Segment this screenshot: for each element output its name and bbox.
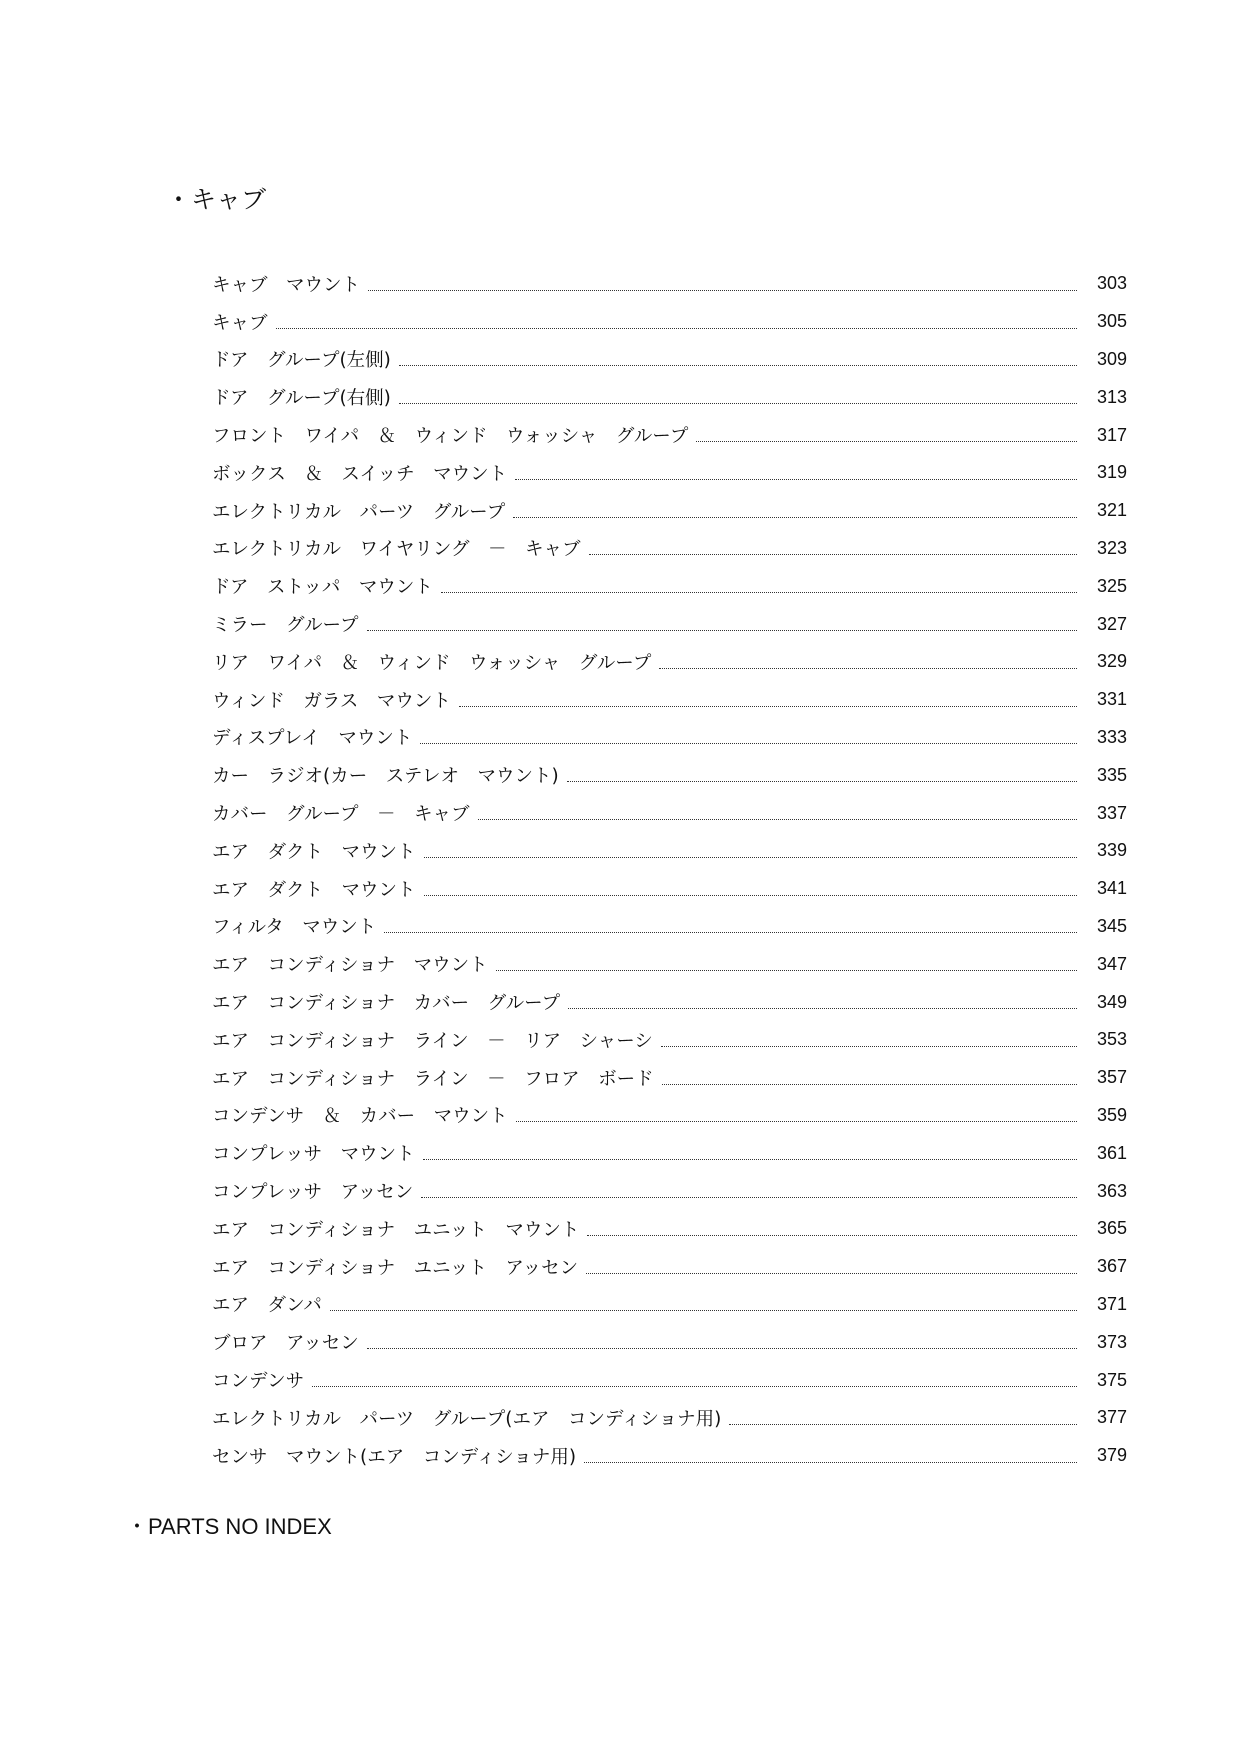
toc-entry-title: ドア グループ(左側) — [212, 350, 391, 372]
toc-entry-title: エア コンディショナ マウント — [212, 955, 488, 977]
toc-entry[interactable] — [212, 454, 1127, 492]
parts-no-index-heading[interactable]: ・PARTS NO INDEX — [126, 1514, 332, 1539]
toc-dot-leader — [729, 1423, 1077, 1425]
toc-entry-page: 339 — [1096, 840, 1127, 861]
toc-entry-title: エレクトリカル パーツ グループ(エア コンディショナ用) — [212, 1408, 722, 1430]
toc-entry-title: カバー グループ － キャブ — [212, 804, 470, 826]
toc-entry-title: ミラー グループ — [212, 615, 359, 637]
toc-entry-page: 327 — [1096, 613, 1127, 634]
toc-entry-title: エア コンディショナ ライン － リア シャーシ — [212, 1030, 653, 1052]
toc-dot-leader — [421, 1196, 1077, 1198]
toc-entry-page: 349 — [1096, 991, 1127, 1012]
toc-dot-leader — [696, 440, 1077, 442]
toc-entry-title: エア ダクト マウント — [212, 841, 416, 863]
toc-entry[interactable] — [212, 756, 1127, 794]
toc-entry-page: 363 — [1096, 1180, 1127, 1201]
toc-entry[interactable] — [212, 1134, 1127, 1172]
toc-dot-leader — [420, 742, 1077, 744]
toc-dot-leader — [330, 1309, 1077, 1311]
table-of-contents — [212, 265, 1127, 1475]
toc-dot-leader — [367, 1347, 1077, 1349]
toc-entry[interactable] — [212, 832, 1127, 870]
toc-dot-leader — [424, 856, 1077, 858]
toc-entry-title: コンデンサ — [212, 1371, 305, 1392]
toc-entry-page: 361 — [1096, 1142, 1127, 1163]
toc-entry-title: エレクトリカル パーツ グループ — [212, 501, 506, 523]
toc-entry-page: 377 — [1096, 1407, 1127, 1428]
toc-entry[interactable] — [212, 1248, 1127, 1286]
toc-dot-leader — [424, 894, 1077, 896]
toc-entry[interactable] — [212, 1286, 1127, 1324]
toc-entry[interactable] — [212, 1097, 1127, 1135]
toc-entry[interactable] — [212, 265, 1127, 303]
toc-dot-leader — [276, 327, 1077, 329]
toc-entry-page: 347 — [1096, 953, 1127, 974]
toc-entry[interactable] — [212, 1059, 1127, 1097]
toc-entry[interactable] — [212, 341, 1127, 379]
toc-entry-title: エア コンディショナ ライン － フロア ボード — [212, 1068, 654, 1090]
toc-entry[interactable] — [212, 870, 1127, 908]
toc-entry-page: 305 — [1096, 311, 1127, 332]
toc-dot-leader — [399, 364, 1077, 366]
toc-dot-leader — [478, 818, 1077, 820]
toc-entry-title: ドア ストッパ マウント — [212, 577, 433, 599]
toc-dot-leader — [586, 1272, 1077, 1274]
toc-entry-title: コンデンサ ＆ カバー マウント — [212, 1106, 508, 1128]
toc-entry-title: エア ダクト マウント — [212, 879, 416, 901]
toc-entry-title: キャブ マウント — [212, 274, 361, 296]
toc-entry[interactable] — [212, 416, 1127, 454]
toc-entry-title: コンプレッサ マウント — [212, 1144, 415, 1166]
toc-entry-page: 341 — [1096, 878, 1127, 899]
toc-entry[interactable] — [212, 378, 1127, 416]
toc-entry-title: リア ワイパ ＆ ウィンド ウォッシャ グループ — [212, 652, 652, 674]
toc-dot-leader — [587, 1234, 1077, 1236]
toc-entry-title: フィルタ マウント — [212, 917, 377, 939]
toc-entry-page: 333 — [1096, 726, 1127, 747]
toc-dot-leader — [423, 1158, 1077, 1160]
toc-dot-leader — [589, 553, 1077, 555]
toc-entry[interactable] — [212, 1437, 1127, 1475]
toc-entry[interactable] — [212, 530, 1127, 568]
toc-entry-title: ウィンド ガラス マウント — [212, 690, 451, 712]
toc-entry-title: カー ラジオ(カー ステレオ マウント) — [212, 766, 559, 788]
toc-entry-page: 309 — [1096, 348, 1127, 369]
toc-entry-page: 359 — [1096, 1104, 1127, 1125]
toc-entry-title: コンプレッサ アッセン — [212, 1182, 414, 1204]
toc-dot-leader — [516, 1120, 1077, 1122]
toc-entry[interactable] — [212, 1210, 1127, 1248]
toc-dot-leader — [662, 1083, 1077, 1085]
toc-dot-leader — [459, 705, 1077, 707]
toc-entry[interactable] — [212, 605, 1127, 643]
toc-entry-page: 303 — [1096, 273, 1127, 294]
toc-entry-title: ブロア アッセン — [212, 1333, 359, 1355]
toc-entry-page: 325 — [1096, 575, 1127, 596]
toc-entry[interactable] — [212, 794, 1127, 832]
toc-entry-page: 321 — [1096, 500, 1127, 521]
toc-dot-leader — [496, 969, 1077, 971]
toc-entry-page: 337 — [1096, 802, 1127, 823]
toc-entry-page: 345 — [1096, 915, 1127, 936]
toc-dot-leader — [659, 667, 1077, 669]
toc-dot-leader — [367, 629, 1077, 631]
toc-entry[interactable] — [212, 719, 1127, 757]
toc-entry-page: 319 — [1096, 462, 1127, 483]
toc-dot-leader — [312, 1385, 1077, 1387]
toc-dot-leader — [567, 780, 1077, 782]
toc-dot-leader — [399, 402, 1077, 404]
toc-entry[interactable] — [212, 492, 1127, 530]
toc-entry-page: 317 — [1096, 424, 1127, 445]
toc-entry-title: エア コンディショナ ユニット アッセン — [212, 1257, 579, 1279]
toc-entry[interactable] — [212, 1399, 1127, 1437]
toc-dot-leader — [368, 289, 1077, 291]
toc-entry-page: 373 — [1096, 1331, 1127, 1352]
toc-entry-title: エレクトリカル ワイヤリング － キャブ — [212, 539, 581, 561]
toc-entry[interactable] — [212, 567, 1127, 605]
toc-entry[interactable] — [212, 1021, 1127, 1059]
toc-entry-page: 357 — [1096, 1067, 1127, 1088]
toc-entry-page: 323 — [1096, 537, 1127, 558]
toc-entry-page: 371 — [1096, 1293, 1127, 1314]
toc-dot-leader — [568, 1007, 1077, 1009]
toc-entry-title: ドア グループ(右側) — [212, 388, 391, 410]
toc-entry-page: 367 — [1096, 1256, 1127, 1277]
toc-dot-leader — [515, 478, 1077, 480]
toc-entry-page: 365 — [1096, 1218, 1127, 1239]
toc-entry-page: 331 — [1096, 689, 1127, 710]
toc-entry-title: エア ダンパ — [212, 1295, 322, 1317]
toc-entry[interactable] — [212, 908, 1127, 946]
toc-entry-title: キャブ — [212, 312, 268, 334]
section-heading: ・キャブ — [166, 185, 267, 214]
toc-entry-page: 329 — [1096, 651, 1127, 672]
toc-entry[interactable] — [212, 983, 1127, 1021]
toc-entry[interactable] — [212, 681, 1127, 719]
toc-entry-page: 375 — [1096, 1369, 1127, 1390]
toc-entry[interactable] — [212, 1172, 1127, 1210]
toc-entry-title: フロント ワイパ ＆ ウィンド ウォッシャ グループ — [212, 426, 689, 448]
toc-entry-page: 313 — [1096, 386, 1127, 407]
toc-entry-title: ディスプレイ マウント — [212, 728, 413, 750]
toc-dot-leader — [384, 931, 1077, 933]
toc-entry-title: エア コンディショナ ユニット マウント — [212, 1219, 580, 1241]
toc-entry[interactable] — [212, 643, 1127, 681]
toc-entry-page: 353 — [1096, 1029, 1127, 1050]
toc-dot-leader — [584, 1461, 1077, 1463]
toc-entry[interactable] — [212, 1361, 1127, 1399]
toc-entry-title: ボックス ＆ スイッチ マウント — [212, 463, 508, 485]
toc-entry[interactable] — [212, 303, 1127, 341]
toc-dot-leader — [661, 1045, 1077, 1047]
toc-entry-page: 335 — [1096, 764, 1127, 785]
toc-dot-leader — [441, 591, 1077, 593]
toc-entry[interactable] — [212, 945, 1127, 983]
toc-entry-page: 379 — [1096, 1445, 1127, 1466]
toc-dot-leader — [513, 516, 1077, 518]
toc-entry[interactable] — [212, 1323, 1127, 1361]
toc-entry-title: エア コンディショナ カバー グループ — [212, 993, 561, 1015]
toc-entry-title: センサ マウント(エア コンディショナ用) — [212, 1446, 577, 1468]
